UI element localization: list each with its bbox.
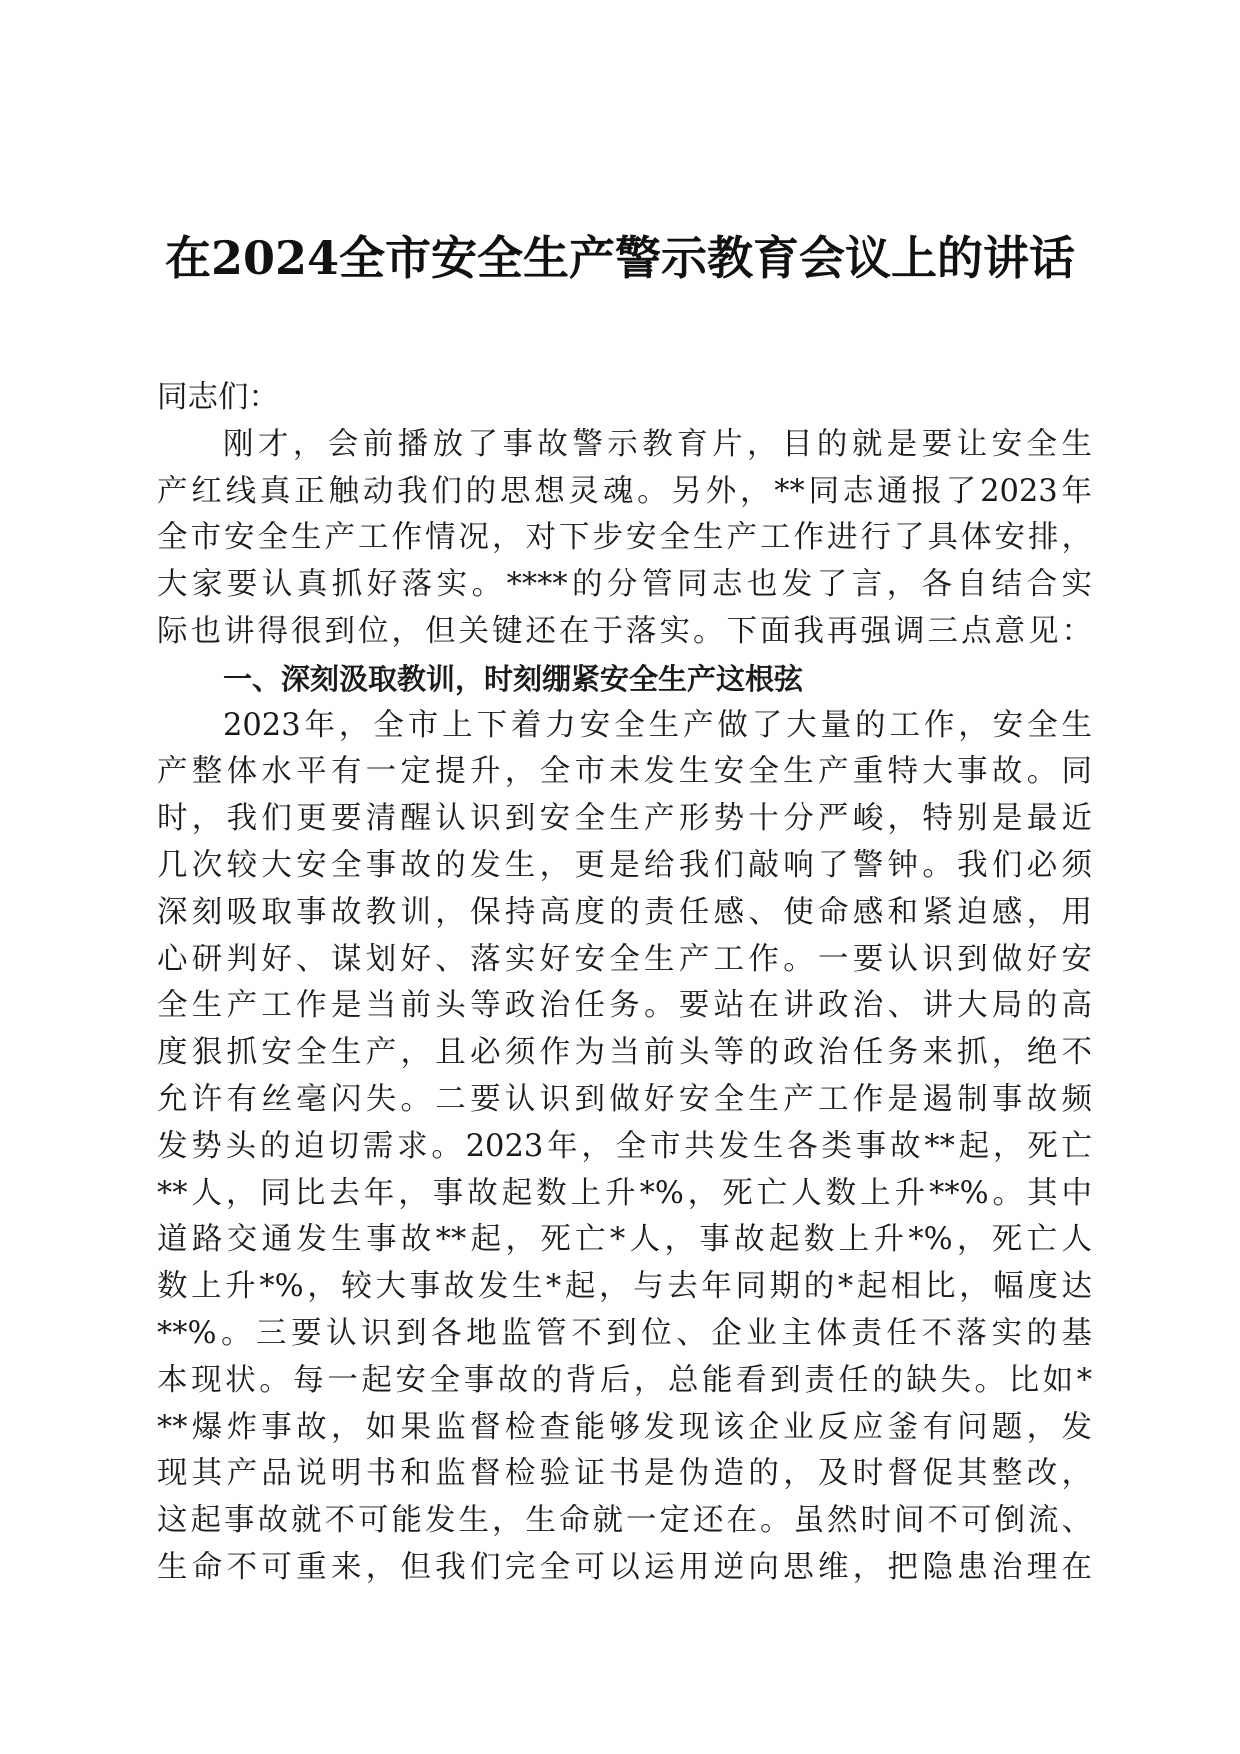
paragraph-2-line: 生命不可重来，但我们完全可以运用逆向思维，把隐患治理在 [157, 1549, 1092, 1585]
paragraph-1-line: 刚才，会前播放了事故警示教育片，目的就是要让安全生 [223, 426, 1092, 462]
paragraph-2-line: 发势头的迫切需求。2023年，全市共发生各类事故**起，死亡 [157, 1128, 1092, 1164]
paragraph-2-line: 现其产品说明书和监督检验证书是伪造的，及时督促其整改， [157, 1456, 1092, 1492]
paragraph-2-line: 全生产工作是当前头等政治任务。要站在讲政治、讲大局的高 [157, 988, 1092, 1024]
paragraph-2-line: 本现状。每一起安全事故的背后，总能看到责任的缺失。比如* [157, 1362, 1092, 1398]
paragraph-2-line: 深刻吸取事故教训，保持高度的责任感、使命感和紧迫感，用 [157, 894, 1092, 930]
paragraph-1-line: 产红线真正触动我们的思想灵魂。另外，**同志通报了2023年 [157, 473, 1092, 509]
paragraph-1-line: 际也讲得很到位，但关键还在于落实。下面我再强调三点意见： [157, 613, 1092, 649]
paragraph-2-line: 几次较大安全事故的发生，更是给我们敲响了警钟。我们必须 [157, 847, 1092, 883]
paragraph-2-line: **人，同比去年，事故起数上升*%，死亡人数上升**%。其中 [157, 1175, 1092, 1211]
paragraph-2-line: 这起事故就不可能发生，生命就一定还在。虽然时间不可倒流、 [157, 1503, 1092, 1539]
paragraph-2-line: 2023年，全市上下着力安全生产做了大量的工作，安全生 [223, 707, 1092, 743]
paragraph-2-line: 时，我们更要清醒认识到安全生产形势十分严峻，特别是最近 [157, 801, 1092, 837]
paragraph-1-line: 大家要认真抓好落实。****的分管同志也发了言，各自结合实 [157, 567, 1092, 603]
paragraph-2-line: 数上升*%，较大事故发生*起，与去年同期的*起相比，幅度达 [157, 1269, 1092, 1305]
paragraph-2-line: **爆炸事故，如果监督检查能够发现该企业反应釜有问题，发 [157, 1409, 1092, 1445]
paragraph-1-line: 全市安全生产工作情况，对下步安全生产工作进行了具体安排， [157, 520, 1092, 556]
paragraph-2-line: 度狠抓安全生产，且必须作为当前头等的政治任务来抓，绝不 [157, 1035, 1092, 1071]
document-title: 在2024全市安全生产警示教育会议上的讲话 [164, 231, 1076, 285]
greeting: 同志们： [157, 380, 279, 415]
paragraph-2-line: 产整体水平有一定提升，全市未发生安全生产重特大事故。同 [157, 754, 1092, 790]
paragraph-2-line: 道路交通发生事故**起，死亡*人，事故起数上升*%，死亡人 [157, 1222, 1092, 1258]
paragraph-2-line: 允许有丝毫闪失。二要认识到做好安全生产工作是遏制事故频 [157, 1081, 1092, 1117]
paragraph-2-line: 心研判好、谋划好、落实好安全生产工作。一要认识到做好安 [157, 941, 1092, 977]
document-body [157, 375, 1092, 1592]
section-heading: 一、深刻汲取教训，时刻绷紧安全生产这根弦 [223, 661, 804, 696]
paragraph-2-line: **%。三要认识到各地监管不到位、企业主体责任不落实的基 [157, 1315, 1092, 1351]
